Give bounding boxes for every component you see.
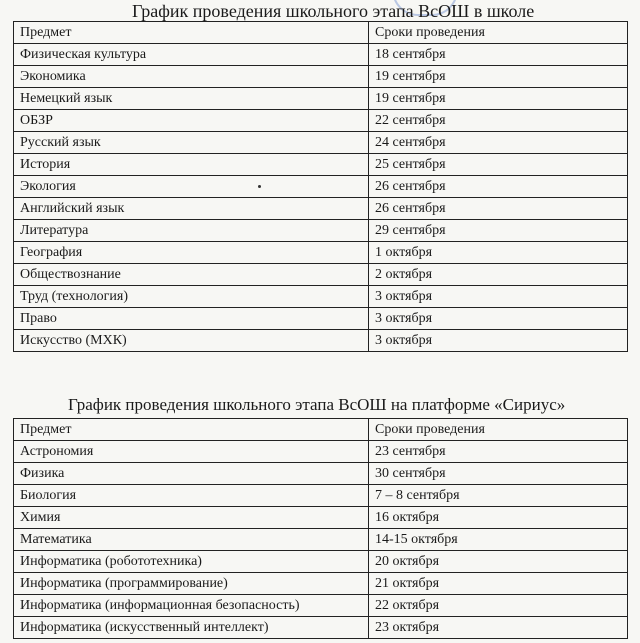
sirius-schedule-title: График проведения школьного этапа ВсОШ на платформе «Сириус»: [68, 395, 566, 414]
subject-cell: Обществознание: [14, 264, 369, 286]
table-row: [14, 44, 628, 66]
table-row: [14, 88, 628, 110]
date-cell: 19 сентября: [369, 66, 628, 88]
date-cell: 20 октября: [369, 551, 628, 573]
date-cell: 18 сентября: [369, 44, 628, 66]
subject-cell: Искусство (МХК): [14, 330, 369, 352]
subject-cell: Информатика (информационная безопасность): [14, 595, 369, 617]
scan-dot: [258, 185, 261, 188]
subject-cell: Экология: [14, 176, 369, 198]
table-row: [14, 198, 628, 220]
table-row: [14, 529, 628, 551]
subject-cell: География: [14, 242, 369, 264]
date-cell: 23 октября: [369, 617, 628, 639]
date-cell: 19 сентября: [369, 88, 628, 110]
date-cell: 26 сентября: [369, 176, 628, 198]
table-row: [14, 463, 628, 485]
date-cell: 25 сентября: [369, 154, 628, 176]
subject-cell: Право: [14, 308, 369, 330]
table-row: [14, 441, 628, 463]
subject-cell: Литература: [14, 220, 369, 242]
date-cell: 3 октября: [369, 286, 628, 308]
date-cell: 16 октября: [369, 507, 628, 529]
date-cell: 14-15 октября: [369, 529, 628, 551]
date-cell: 3 октября: [369, 330, 628, 352]
table-header-row: [14, 22, 628, 44]
subject-cell: История: [14, 154, 369, 176]
date-cell: 30 сентября: [369, 463, 628, 485]
date-cell: 1 октября: [369, 242, 628, 264]
date-cell: 2 октября: [369, 264, 628, 286]
subject-cell: Русский язык: [14, 132, 369, 154]
subject-cell: Астрономия: [14, 441, 369, 463]
table-row: [14, 154, 628, 176]
table-row: [14, 132, 628, 154]
table-row: [14, 242, 628, 264]
date-cell: 24 сентября: [369, 132, 628, 154]
school-schedule-title: График проведения школьного этапа ВсОШ в школе: [132, 1, 535, 21]
table-row: [14, 176, 628, 198]
header-subject: Предмет: [14, 22, 369, 44]
table-row: [14, 551, 628, 573]
table-row: [14, 286, 628, 308]
subject-cell: Английский язык: [14, 198, 369, 220]
subject-cell: Физика: [14, 463, 369, 485]
subject-cell: ОБЗР: [14, 110, 369, 132]
subject-cell: Информатика (робототехника): [14, 551, 369, 573]
date-cell: 29 сентября: [369, 220, 628, 242]
subject-cell: Информатика (искусственный интеллект): [14, 617, 369, 639]
subject-cell: Труд (технология): [14, 286, 369, 308]
subject-cell: Физическая культура: [14, 44, 369, 66]
table-row: [14, 595, 628, 617]
header-date: Сроки проведения: [369, 419, 628, 441]
sirius-schedule-table: [13, 418, 628, 639]
date-cell: 21 октября: [369, 573, 628, 595]
subject-cell: Экономика: [14, 66, 369, 88]
table-header-row: [14, 419, 628, 441]
table-row: [14, 66, 628, 88]
header-date: Сроки проведения: [369, 22, 628, 44]
date-cell: 26 сентября: [369, 198, 628, 220]
table-row: [14, 264, 628, 286]
date-cell: 23 сентября: [369, 441, 628, 463]
date-cell: 3 октября: [369, 308, 628, 330]
subject-cell: Биология: [14, 485, 369, 507]
date-cell: 22 октября: [369, 595, 628, 617]
table-row: [14, 220, 628, 242]
table-row: [14, 573, 628, 595]
subject-cell: Математика: [14, 529, 369, 551]
subject-cell: Информатика (программирование): [14, 573, 369, 595]
table-row: [14, 330, 628, 352]
subject-cell: Немецкий язык: [14, 88, 369, 110]
table-row: [14, 485, 628, 507]
school-schedule-table: [13, 21, 628, 352]
header-subject: Предмет: [14, 419, 369, 441]
subject-cell: Химия: [14, 507, 369, 529]
table-row: [14, 507, 628, 529]
table-row: [14, 308, 628, 330]
date-cell: 22 сентября: [369, 110, 628, 132]
table-row: [14, 110, 628, 132]
date-cell: 7 – 8 сентября: [369, 485, 628, 507]
table-row: [14, 617, 628, 639]
